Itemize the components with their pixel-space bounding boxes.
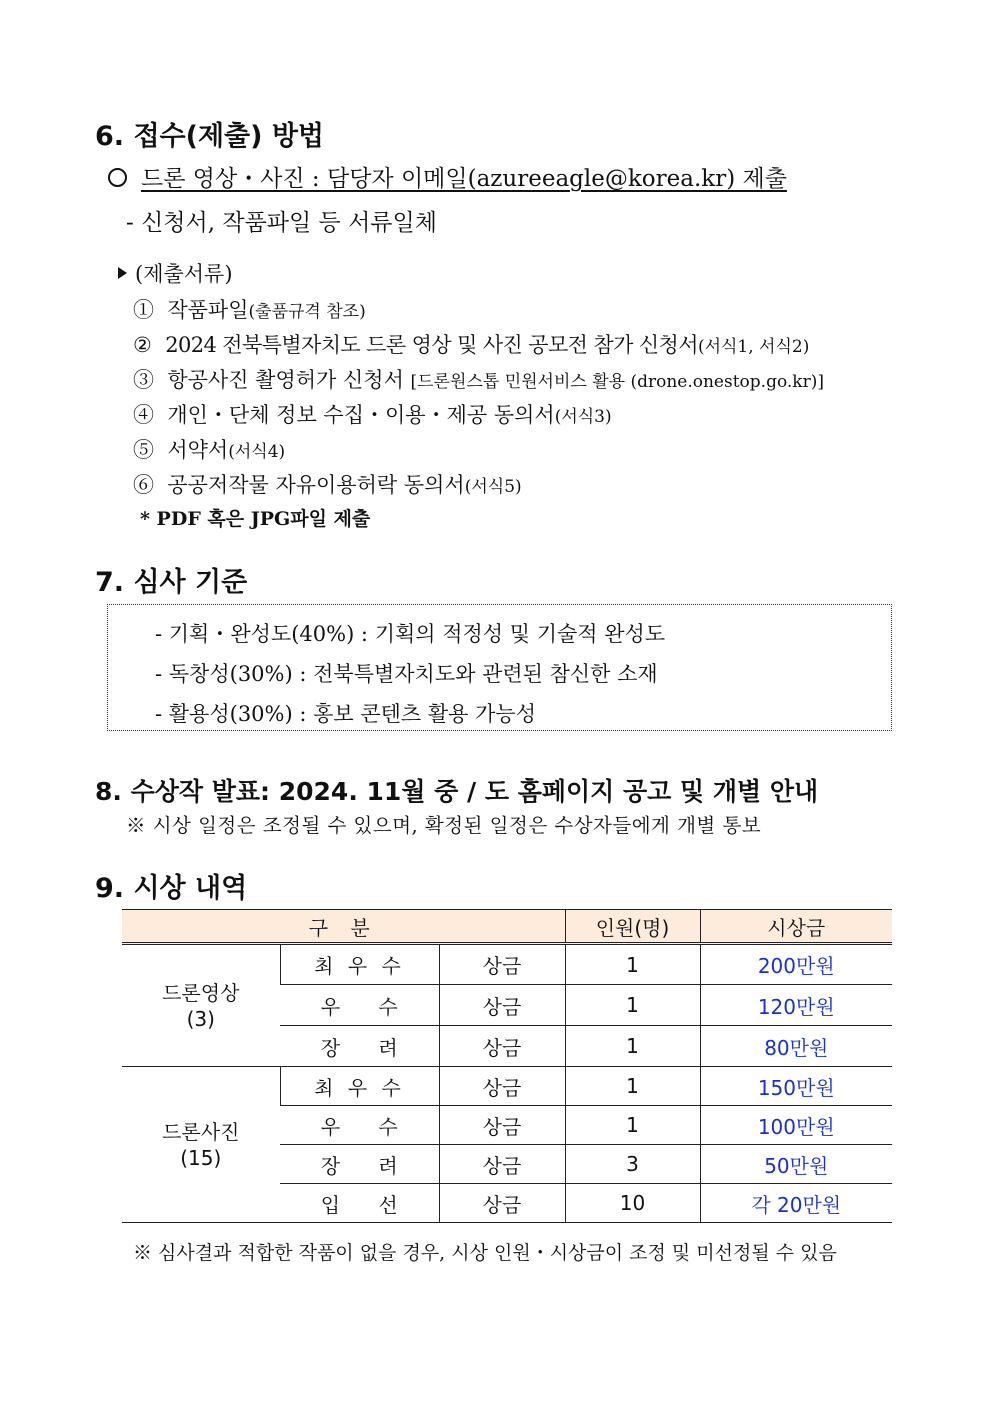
doc-note: (서식3) <box>554 407 612 427</box>
doc-text: 항공사진 촬영허가 신청서 <box>167 368 404 392</box>
section-8-title: 8. 수상작 발표: 2024. 11월 중 / 도 홈페이지 공고 및 개별 안내 <box>95 777 819 806</box>
prize-cell: 200만원 <box>700 944 892 985</box>
prize-cell: 50만원 <box>700 1145 892 1184</box>
prize-cell: 각 20만원 <box>700 1184 892 1223</box>
rank-cell: 장 려 <box>280 1145 439 1184</box>
prize-cell: 100만원 <box>700 1106 892 1145</box>
section-6-title: 6. 접수(제출) 방법 <box>95 121 325 152</box>
type-cell: 상금 <box>439 1026 565 1067</box>
rank-cell: 최 우 수 <box>280 1067 439 1106</box>
doc-note: (출품규격 참조) <box>248 302 366 322</box>
doc-text: 작품파일 <box>167 298 249 322</box>
submission-bullet-text: 드론 영상・사진 : 담당자 이메일(azureeagle@korea.kr) 제출 <box>141 166 787 192</box>
count-cell: 1 <box>565 1106 700 1145</box>
doc-item-2 <box>133 329 809 359</box>
doc-note: (서식4) <box>228 442 286 462</box>
doc-note: (서식1, 서식2) <box>697 337 810 357</box>
table-row <box>122 1067 892 1106</box>
group-total: (15) <box>180 1145 222 1170</box>
header-count: 인원(명) <box>565 910 700 944</box>
header-category: 구 분 <box>122 910 565 944</box>
group-cell-video <box>122 944 280 1067</box>
criteria-item: - 독창성(30%) : 전북특별자치도와 관련된 참신한 소재 <box>155 662 658 686</box>
section-9-title: 9. 시상 내역 <box>95 873 248 904</box>
doc-number: ③ <box>133 368 154 392</box>
type-cell: 상금 <box>439 1106 565 1145</box>
doc-number: ⑤ <box>133 438 154 462</box>
triangle-bullet-icon <box>118 267 127 279</box>
rank-cell: 입 선 <box>280 1184 439 1223</box>
doc-number: ⑥ <box>133 473 154 497</box>
rank-cell: 우 수 <box>280 1106 439 1145</box>
doc-note: (서식5) <box>464 477 522 497</box>
doc-text: 공공저작물 자유이용허락 동의서 <box>167 473 465 497</box>
doc-item-3 <box>133 364 824 394</box>
type-cell: 상금 <box>439 1145 565 1184</box>
rank-cell: 최 우 수 <box>280 944 439 985</box>
award-footnote: ※ 심사결과 적합한 작품이 없을 경우, 시상 인원・시상금이 조정 및 미선정될 수 있음 <box>133 1242 837 1264</box>
doc-item-6 <box>133 469 522 499</box>
group-name: 드론사진 <box>162 1119 240 1144</box>
submission-bullet <box>108 160 787 193</box>
header-prize: 시상금 <box>700 910 892 944</box>
docs-heading <box>118 258 233 288</box>
schedule-note: ※ 시상 일정은 조정될 수 있으며, 확정된 일정은 수상자들에게 개별 통보 <box>126 814 762 837</box>
criteria-item: - 활용성(30%) : 홍보 콘텐츠 활용 가능성 <box>155 702 537 726</box>
group-cell-photo <box>122 1067 280 1223</box>
doc-number: ① <box>133 298 154 322</box>
count-cell: 1 <box>565 985 700 1026</box>
prize-cell: 80만원 <box>700 1026 892 1067</box>
table-header-row <box>122 910 892 944</box>
criteria-item: - 기획・완성도(40%) : 기획의 적정성 및 기술적 완성도 <box>155 622 666 646</box>
doc-text: 서약서 <box>167 438 229 462</box>
section-7-title: 7. 심사 기준 <box>95 567 248 598</box>
type-cell: 상금 <box>439 1067 565 1106</box>
table-row <box>122 944 892 985</box>
type-cell: 상금 <box>439 944 565 985</box>
rank-cell: 우 수 <box>280 985 439 1026</box>
doc-text: 2024 전북특별자치도 드론 영상 및 사진 공모전 참가 신청서 <box>165 333 698 357</box>
doc-note: [드론원스톱 민원서비스 활용 (drone.onestop.go.kr)] <box>410 372 824 392</box>
award-table <box>122 909 892 1223</box>
count-cell: 1 <box>565 944 700 985</box>
doc-item-4 <box>133 399 612 429</box>
file-format-note: * PDF 혹은 JPG파일 제출 <box>140 508 371 530</box>
type-cell: 상금 <box>439 1184 565 1223</box>
doc-number: ② <box>133 333 152 357</box>
rank-cell: 장 려 <box>280 1026 439 1067</box>
group-total: (3) <box>186 1006 215 1031</box>
count-cell: 1 <box>565 1026 700 1067</box>
circle-bullet-icon <box>108 168 127 187</box>
doc-item-5 <box>133 434 285 464</box>
prize-cell: 120만원 <box>700 985 892 1026</box>
count-cell: 10 <box>565 1184 700 1223</box>
docs-heading-text: (제출서류) <box>135 262 233 286</box>
doc-number: ④ <box>133 403 154 427</box>
type-cell: 상금 <box>439 985 565 1026</box>
doc-item-1 <box>133 294 366 324</box>
count-cell: 1 <box>565 1067 700 1106</box>
group-name: 드론영상 <box>162 980 240 1005</box>
submission-sub: - 신청서, 작품파일 등 서류일체 <box>126 210 437 236</box>
count-cell: 3 <box>565 1145 700 1184</box>
prize-cell: 150만원 <box>700 1067 892 1106</box>
doc-text: 개인・단체 정보 수집・이용・제공 동의서 <box>167 403 555 427</box>
